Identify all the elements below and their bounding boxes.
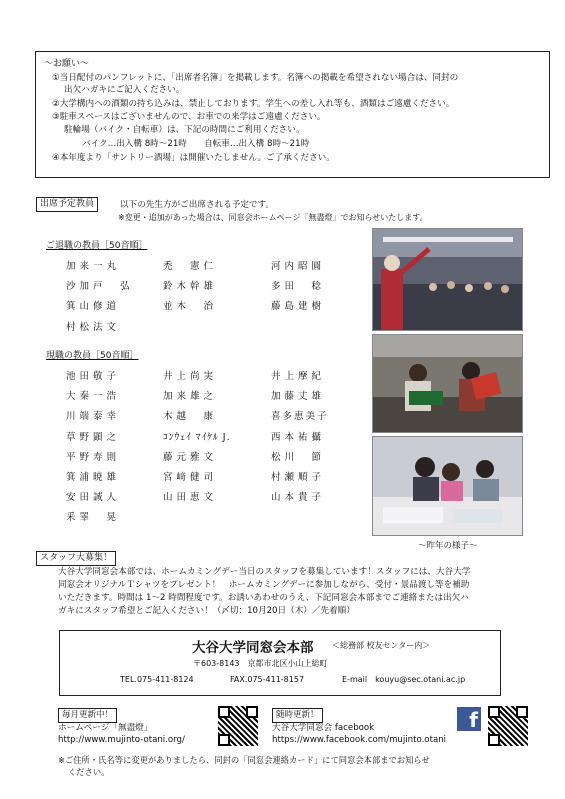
list-row	[66, 257, 379, 277]
event-photo-hall	[373, 229, 522, 330]
footer-note: ください。	[68, 767, 110, 777]
teacher-name: 村瀬順子	[271, 471, 326, 483]
list-row	[66, 508, 379, 528]
retired-list	[66, 257, 379, 338]
notice-line: 駐輪場（バイク・自転車）は、下記の時間にご利用ください。	[64, 125, 305, 135]
teacher-name: 池田敬子	[66, 371, 121, 382]
teacher-name: 河内昭圓	[271, 261, 326, 272]
teacher-name: 加藤丈雄	[271, 391, 326, 403]
list-row	[66, 448, 379, 468]
footer-note: ※ご住所・氏名等に変更がありましたら、同封の「同窓会連絡カード」にて同窓会本部までお知らせ	[58, 755, 430, 765]
teacher-name: 釆睪 晃	[66, 512, 121, 524]
teacher-name: 山田恵文	[163, 492, 218, 504]
facebook-title[interactable]: 大谷大学同窓会 facebook	[272, 723, 375, 733]
teacher-name: 箕山修道	[66, 301, 121, 313]
staff-line: ガキにスタッフ希望とご記入ください！（〆切：10月20日（木）／先着順）	[58, 606, 355, 616]
retired-heading: ご退職の教員［50音順］	[46, 241, 148, 251]
teacher-name: 平野寿則	[66, 451, 121, 463]
facebook-badge: 随時更新！	[272, 708, 323, 723]
list-row	[66, 367, 379, 387]
hq-contact-box	[59, 630, 501, 696]
teacher-name: 草野顕之	[66, 431, 121, 443]
teacher-name: 加来雄之	[163, 391, 218, 403]
teacher-name: 沙加戸 弘	[66, 281, 134, 293]
teacher-name: 禿 憲仁	[163, 261, 218, 272]
teacher-name: 木越 康	[163, 411, 218, 423]
staff-line: 大谷大学同窓会本部では、ホームカミングデー当日のスタッフを募集しています！スタッフには、大谷大学	[58, 567, 471, 577]
event-photo	[372, 334, 523, 433]
teacher-name: ｺﾝｳｪｲ ﾏｲｹﾙ J.	[163, 431, 231, 443]
staff-label: スタッフ大募集！	[36, 551, 116, 566]
teacher-name: 多田 稔	[271, 281, 326, 293]
list-row	[66, 318, 379, 338]
notice-line: ③駐車スペースはございませんので、お車での来学はご遠慮ください。	[52, 112, 326, 122]
event-photo-children	[373, 437, 522, 535]
teacher-name: 大秦一浩	[66, 391, 121, 403]
teacher-name: 安田誠人	[66, 492, 121, 504]
notice-line: ②大学構内への酒類の持ち込みは、禁止しております。学生への差し入れ等も、酒類はご遠慮ください。	[52, 99, 455, 109]
list-row	[66, 277, 379, 297]
facebook-url[interactable]: https://www.facebook.com/mujinto.otani	[272, 735, 447, 745]
teacher-name: 松川 節	[271, 451, 326, 463]
teacher-name: 藤島建樹	[271, 301, 326, 313]
teacher-name: 井上摩紀	[271, 371, 326, 382]
staff-line: いただきます。時間は 1～2 時間程度です。お誘いあわせのうえ、下記同窓会本部までご連絡または出欠ハ	[58, 593, 469, 603]
hq-sub: ＜総務部 校友センター内＞	[332, 641, 431, 650]
notice-line: ①当日配付のパンフレットに、「出席者名簿」を掲載します。名簿への掲載を希望されない場合は、同封の	[52, 73, 459, 83]
list-row	[66, 468, 379, 488]
current-heading: 現職の教員［50音順］	[46, 351, 139, 361]
event-photo-gifts	[373, 335, 522, 432]
teacher-name: 川端泰幸	[66, 411, 121, 423]
notice-line: ④本年度より「サントリー酒場」は開催いたしません。ご了承ください。	[52, 153, 335, 163]
hq-email: E-mail kouyu@sec.otani.ac.jp	[342, 675, 466, 684]
teachers-label: 出席予定教員	[36, 197, 98, 212]
homepage-badge: 毎月更新中！	[58, 708, 117, 723]
teacher-name: 藤元雅文	[163, 451, 218, 463]
staff-line: 同窓会オリジナルＴシャツをプレゼント！ ホームカミングデーに参加しながら、受付・景品渡し等を補助	[58, 580, 470, 590]
teacher-name: 村松法文	[66, 321, 121, 333]
notice-line: 出欠ハガキにご記入ください。	[64, 85, 185, 95]
photo-caption: ～昨年の様子～	[418, 541, 478, 551]
notice-line: バイク…出入構 8時～21時 自転車…出入構 8時～21時	[82, 139, 310, 149]
teachers-note: ※変更・追加があった場合は、同窓会ホームページ「無盡燈」でお知らせいたします。	[118, 213, 428, 222]
teacher-name: 宮﨑健司	[163, 471, 218, 483]
homepage-title[interactable]: ホームページ「無盡燈」	[58, 723, 153, 733]
hq-name: 大谷大学同窓会本部	[192, 640, 314, 656]
notice-title: ～お願い～	[44, 59, 90, 69]
current-list	[66, 367, 379, 529]
teacher-name: 西本祐攝	[271, 431, 326, 443]
homepage-url[interactable]: http://www.mujinto-otani.org/	[58, 735, 185, 745]
facebook-icon[interactable]: f	[457, 707, 481, 731]
hq-address: 〒603-8143 京都市北区小山上総町	[193, 659, 328, 668]
notice-box	[35, 51, 550, 178]
list-row	[66, 488, 379, 508]
event-photo	[372, 436, 523, 536]
event-photo	[372, 228, 523, 331]
teacher-name: 井上尚実	[163, 371, 218, 382]
list-row	[66, 387, 379, 407]
teacher-name: 加来一丸	[66, 261, 121, 272]
teacher-name: 並木 治	[163, 301, 218, 313]
list-row	[66, 428, 379, 448]
teacher-name: 鈴木幹雄	[163, 281, 218, 293]
teacher-name: 山本貴子	[271, 492, 326, 504]
hq-fax: FAX.075-411-8157	[230, 675, 305, 684]
teacher-name: 喜多恵美子	[271, 411, 329, 423]
hq-tel: TEL.075-411-8124	[120, 675, 194, 684]
facebook-qr-icon[interactable]	[488, 706, 528, 746]
teachers-intro: 以下の先生方がご出席される予定です。	[120, 200, 275, 210]
list-row	[66, 297, 379, 317]
teacher-name: 箕浦暁雄	[66, 471, 121, 483]
homepage-qr-icon[interactable]	[218, 706, 258, 746]
list-row	[66, 407, 379, 427]
